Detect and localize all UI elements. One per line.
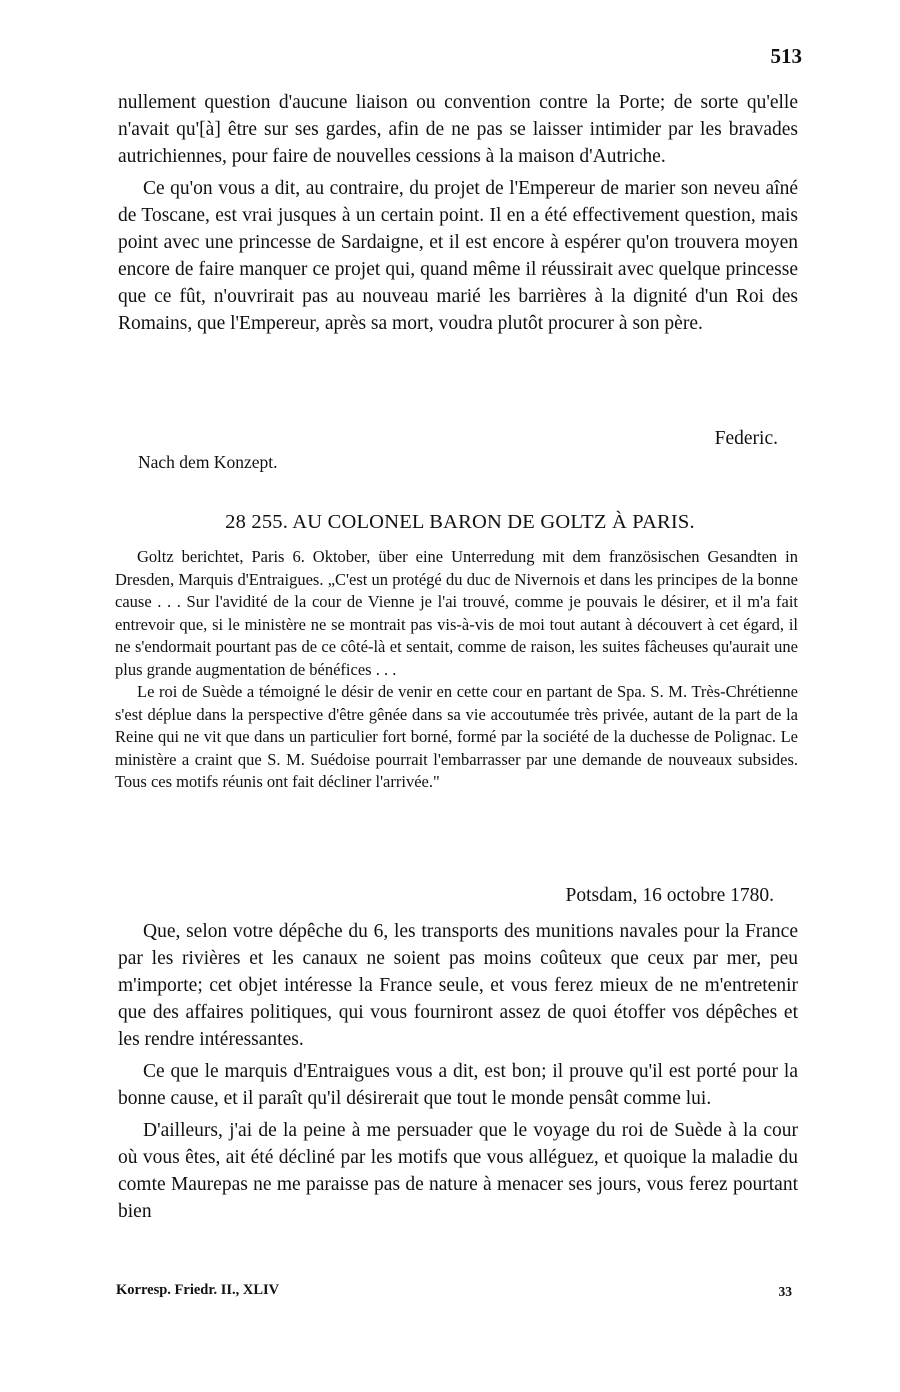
paragraph: Ce que le marquis d'Entraigues vous a dit, est bon; il prouve qu'il est porté pour la bonne cause, et il paraît qu'il désirerait que tout le monde pensât comme lui. <box>118 1061 798 1109</box>
footer-sheet-number: 33 <box>778 1284 792 1299</box>
signature: Federic. <box>714 428 778 449</box>
paragraph: D'ailleurs, j'ai de la peine à me persuader que le voyage du roi de Suède à la cour où vous êtes, ait été décliné par les motifs que vous alléguez, et quoique la maladie du comte Maurepas ne me paraisse pas de nature à menacer ses jours, vous ferez pourtant bien <box>118 1120 798 1222</box>
summary-paragraph: Le roi de Suède a témoigné le désir de venir en cette cour en partant de Spa. S. M. Très-Chrétienne s'est déplue dans la perspective d'être gênée dans sa vie accoutumée très privée, autant de la part de la Reine qui ne vit que dans un particulier fort borné, formé par la société de la duchesse de Polignac. Le ministère a craint que S. M. Suédoise pourrait l'embarrasser par une demande de nouveaux subsides. Tous ces motifs réunis ont fait décliner l'arrivée." <box>115 682 798 791</box>
source-note: Nach dem Konzept. <box>138 452 278 472</box>
letter-body <box>118 918 798 1225</box>
footer-signature-mark: Korresp. Friedr. II., XLIV <box>116 1282 280 1298</box>
paragraph: nullement question d'aucune liaison ou convention contre la Porte; de sorte qu'elle n'avait qu'[à] être sur ses gardes, afin de ne pas se laisser intimider par les bravades autrichiennes, pour faire de nouvelles cessions à la maison d'Autriche. <box>118 92 798 167</box>
page-number: 513 <box>770 44 802 68</box>
dateline: Potsdam, 16 octobre 1780. <box>565 885 774 906</box>
summary-paragraph: Goltz berichtet, Paris 6. Oktober, über eine Unterredung mit dem französischen Gesandten in Dresden, Marquis d'Entraigues. „C'est un protégé du duc de Nivernois et dans les principes de la bonne cause . . . Sur l'avidité de la cour de Vienne je l'ai trouvé, comme je pouvais le désirer, et il m'a fait entrevoir que, si le ministère ne se montrait pas vis-à-vis de moi tout autant à découvert à cet égard, il ne s'endormait pourtant pas de ce côté-là et sentait, comme de raison, les suites fâcheuses qu'aurait une plus grande augmentation de bénéfices . . . <box>115 547 798 679</box>
report-summary <box>115 546 798 794</box>
letter-continuation <box>118 89 798 337</box>
paragraph: Ce qu'on vous a dit, au contraire, du projet de l'Empereur de marier son neveu aîné de Toscane, est vrai jusques à un certain point. Il en a été effectivement question, mais point avec une princesse de Sardaigne, et il est encore à espérer qu'on trouvera moyen encore de faire manquer ce projet qui, quand même il réussirait avec quelque princesse que ce fût, n'ouvrirait pas au nouveau marié les barrières à la dignité d'un Roi des Romains, que l'Empereur, après sa mort, voudra plutôt procurer à son père. <box>118 178 798 334</box>
document-heading: 28 255. AU COLONEL BARON DE GOLTZ À PARIS. <box>225 511 695 533</box>
paragraph: Que, selon votre dépêche du 6, les transports des munitions navales pour la France par les rivières et les canaux ne soient pas moins coûteux que ceux par mer, peu m'importe; cet objet intéresse la France seule, et vous ferez mieux de ne m'entretenir que des affaires politiques, qui vous fourniront assez de quoi étoffer vos dépêches et les rendre intéressantes. <box>118 921 798 1050</box>
